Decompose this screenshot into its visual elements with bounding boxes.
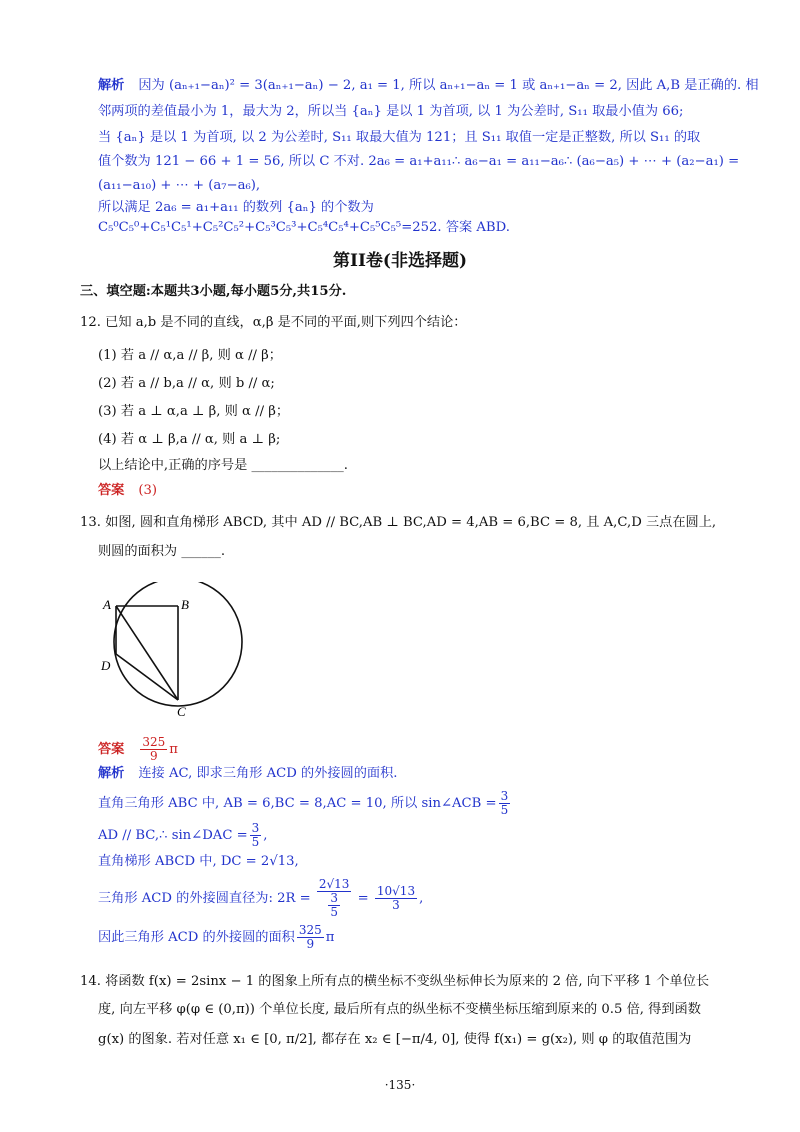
q13-analysis-2: 直角三角形 ABC 中, AB = 6,BC = 8,AC = 10, 所以 sin∠ACB = $\frac{3}{5}$ xyxy=(98,789,509,817)
label-a: A xyxy=(103,597,111,612)
q12-choice-1: (1) 若 a // α,a // β, 则 α // β； xyxy=(98,348,282,363)
segment-ac xyxy=(116,606,178,700)
answer-fraction: $\frac{325}{9}$ xyxy=(142,735,166,763)
label-c: C xyxy=(177,704,186,719)
label-b: B xyxy=(181,597,189,612)
q14-line-3: g(x) 的图象. 若对任意 x₁ ∈ [0, π/2], 都存在 x₂ ∈ [−π/4, 0], 使得 f(x₁) = g(x₂), 则 φ 的取值范围为 xyxy=(98,1032,692,1047)
complex-fraction: $\frac{2√13}{\frac{3}{5}}$ xyxy=(318,877,350,919)
section-heading: 三、填空题:本题共3小题,每小题5分,共15分. xyxy=(80,284,347,299)
analysis-label: 解析 xyxy=(98,78,125,93)
q13-figure xyxy=(98,582,258,722)
section-title: 第II卷(非选择题) xyxy=(333,251,467,271)
answer-label: 答案 xyxy=(98,742,125,757)
q12-choice-3: (3) 若 a ⊥ α,a ⊥ β, 则 α // β； xyxy=(98,404,290,419)
q14-line-2: 度, 向左平移 φ(φ ∈ (0,π)) 个单位长度, 最后所有点的纵坐标不变横坐标压缩到原来的 0.5 倍, 得到函数 xyxy=(98,1002,701,1017)
q13-stem: 13. 如图, 圆和直角梯形 ABCD, 其中 AD // BC,AB ⊥ BC,AD = 4,AB = 6,BC = 8, 且 A,C,D 三点在圆上, xyxy=(80,515,717,530)
fraction: $\frac{10√13}{3}$ xyxy=(376,884,416,912)
analysis-11-line-1: 解析 因为 (aₙ₊₁−aₙ)² = 3(aₙ₊₁−aₙ) − 2, a₁ = 1, 所以 aₙ₊₁−aₙ = 1 或 aₙ₊₁−aₙ = 2, 因此 A,B 是正确的. 相 xyxy=(98,78,759,93)
analysis-label: 解析 xyxy=(98,766,125,781)
q14-line-1: 14. 将函数 f(x) = 2sinx − 1 的图象上所有点的横坐标不变纵坐标伸长为原来的 2 倍, 向下平移 1 个单位长 xyxy=(80,974,710,989)
answer-label: 答案 xyxy=(98,483,125,498)
page-number: ·135· xyxy=(384,1078,416,1092)
fraction: $\frac{3}{5}$ xyxy=(500,789,509,817)
analysis-11-line-6: 所以满足 2a₆ = a₁+a₁₁ 的数列 {aₙ} 的个数为 xyxy=(98,200,374,215)
q12-ask: 以上结论中,正确的序号是 ______________. xyxy=(98,458,348,473)
q12-stem: 12. 已知 a,b 是不同的直线，α,β 是不同的平面,则下列四个结论： xyxy=(80,315,467,330)
answer-value: (3) xyxy=(138,483,158,498)
analysis-11-line-7: C₅⁰C₅⁰+C₅¹C₅¹+C₅²C₅²+C₅³C₅³+C₅⁴C₅⁴+C₅⁵C₅⁵=252. 答案 ABD. xyxy=(98,220,510,235)
q12-answer xyxy=(98,481,740,501)
analysis-11-line-3: 当 {aₙ} 是以 1 为首项, 以 2 为公差时, S₁₁ 取最大值为 121；且 S₁₁ 取值一定是正整数, 所以 S₁₁ 的取 xyxy=(98,130,701,145)
fraction: $\frac{325}{9}$ xyxy=(298,923,322,951)
q13-analysis-3: AD // BC,∴ sin∠DAC = $\frac{3}{5}$ , xyxy=(98,821,268,849)
q12-choice-4: (4) 若 α ⊥ β,a // α, 则 a ⊥ β; xyxy=(98,432,281,447)
label-d: D xyxy=(101,658,111,673)
q13-analysis-4: 直角梯形 ABCD 中, DC = 2√13, xyxy=(98,854,299,869)
q13-analysis-1: 解析 连接 AC, 即求三角形 ACD 的外接圆的面积. xyxy=(98,766,398,781)
q12-choice-2: (2) 若 a // b,a // α, 则 b // α; xyxy=(98,376,275,391)
analysis-11-line-4: 值个数为 121 − 66 + 1 = 56, 所以 C 不对. 2a₆ = a₁+a₁₁∴ a₆−a₁ = a₁₁−a₆∴ (a₆−a₅) + ⋯ + (a₂−a₁) = xyxy=(98,154,740,169)
q13-answer: 答案 $\frac{325}{9}$ π xyxy=(98,735,178,763)
fraction: $\frac{3}{5}$ xyxy=(251,821,260,849)
q13-stem-2: 则圆的面积为 ______. xyxy=(98,544,226,559)
q13-analysis-6: 因此三角形 ACD 的外接圆的面积 $\frac{325}{9}$ π xyxy=(98,923,335,951)
analysis-11-line-2: 邻两项的差值最小为 1，最大为 2，所以当 {aₙ} 是以 1 为首项, 以 1 为公差时, S₁₁ 取最小值为 66; xyxy=(98,104,684,119)
analysis-11-line-5: (a₁₁−a₁₀) + ⋯ + (a₇−a₆), xyxy=(98,178,261,193)
q13-analysis-5: 三角形 ACD 的外接圆直径为: 2R = $\frac{2√13}{\frac{3}{5}}$ = $\frac{10√13}{3}$ , xyxy=(98,877,424,919)
